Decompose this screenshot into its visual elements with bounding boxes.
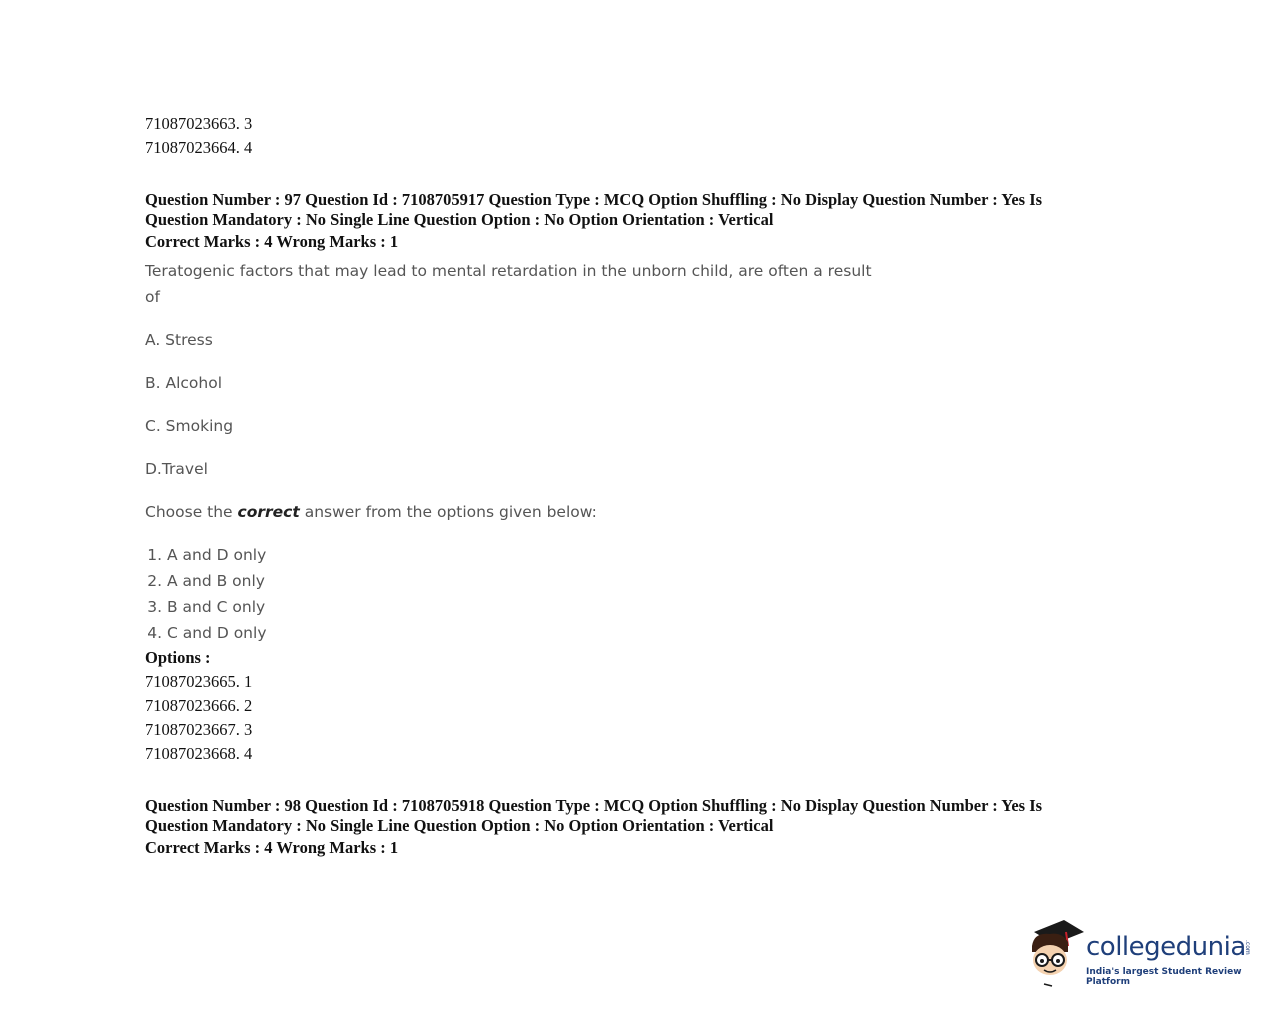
question-98-meta [145, 796, 1145, 836]
statement-c: C. Smoking [145, 417, 234, 435]
choose-instruction [145, 499, 1145, 525]
option-id-line: 71087023665. 1 [145, 672, 253, 691]
statement-b: B. Alcohol [145, 374, 223, 392]
question-97-meta [145, 190, 1145, 230]
logo-tagline: India's largest Student Review Platform [1086, 967, 1242, 987]
answer-item: 2. A and B only [167, 568, 1145, 594]
options-label: Options : [145, 648, 211, 667]
answer-item: 1. A and D only [167, 542, 1145, 568]
logo-suffix: .com [1244, 940, 1251, 955]
option-id-line: 71087023668. 4 [145, 744, 253, 763]
question-98 [145, 796, 1145, 860]
choose-before: Choose the [145, 503, 238, 521]
question-98-marks: Correct Marks : 4 Wrong Marks : 1 [145, 838, 399, 857]
logo-name: collegedunia [1086, 932, 1246, 962]
previous-options [145, 112, 1145, 160]
question-97-marks: Correct Marks : 4 Wrong Marks : 1 [145, 232, 399, 251]
question-97-text [145, 258, 1145, 310]
meta-line: Question Mandatory : No Single Line Question Option : No Option Orientation : Vertical [145, 816, 774, 835]
question-97 [145, 190, 1145, 766]
student-mascot-icon [1028, 918, 1088, 990]
question-text-line: of [145, 288, 160, 306]
option-ids [145, 670, 1145, 766]
meta-line: Question Number : 98 Question Id : 7108705918 Question Type : MCQ Option Shuffling : No Display Question Number : Yes Is [145, 796, 1043, 815]
answer-item: 3. B and C only [167, 594, 1145, 620]
option-id-line: 71087023667. 3 [145, 720, 253, 739]
meta-line: Question Number : 97 Question Id : 7108705917 Question Type : MCQ Option Shuffling : No Display Question Number : Yes Is [145, 190, 1043, 209]
choose-after: answer from the options given below: [299, 503, 597, 521]
document-page [145, 112, 1145, 860]
choose-emphasis: correct [237, 503, 300, 521]
answer-item: 4. C and D only [167, 620, 1145, 646]
meta-line: Question Mandatory : No Single Line Question Option : No Option Orientation : Vertical [145, 210, 774, 229]
collegedunia-logo [1028, 918, 1258, 990]
question-text-line: Teratogenic factors that may lead to mental retardation in the unborn child, are often a result [145, 262, 872, 280]
statement-a: A. Stress [145, 331, 213, 349]
option-id-line: 71087023664. 4 [145, 138, 253, 157]
option-id-line: 71087023666. 2 [145, 696, 253, 715]
answer-list [145, 542, 1145, 646]
statement-d: D.Travel [145, 460, 208, 478]
option-id-line: 71087023663. 3 [145, 114, 253, 133]
